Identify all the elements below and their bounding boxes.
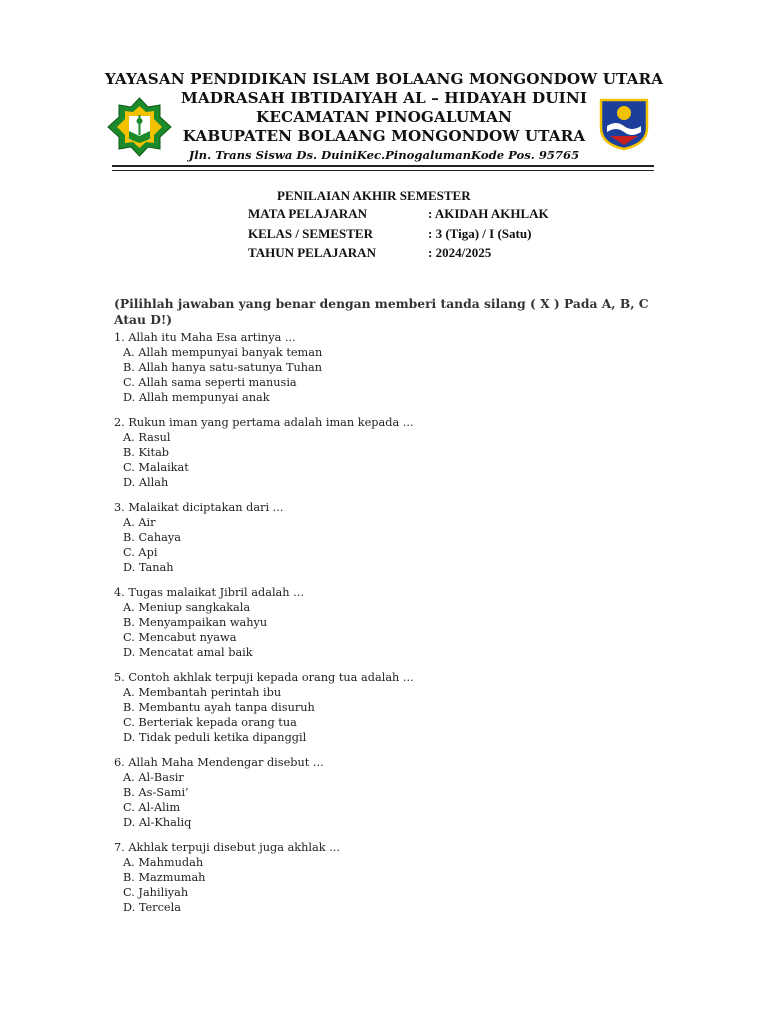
- exam-info-table: [248, 206, 549, 265]
- answer-option-c: C. Api: [123, 546, 158, 559]
- question-stem: 5. Contoh akhlak terpuji kepada orang tua adalah ...: [114, 671, 414, 684]
- question-stem: 7. Akhlak terpuji disebut juga akhlak ...: [114, 841, 340, 854]
- question-item: [114, 840, 674, 915]
- question-item: [114, 500, 674, 575]
- answer-option-b: B. Cahaya: [123, 531, 181, 544]
- answer-option-a: A. Air: [123, 516, 156, 529]
- question-stem: 2. Rukun iman yang pertama adalah iman kepada ...: [114, 416, 414, 429]
- answer-option-a: A. Rasul: [123, 431, 171, 444]
- letterhead-divider-thin: [112, 170, 654, 171]
- question-list: [114, 330, 674, 925]
- question-stem: 1. Allah itu Maha Esa artinya ...: [114, 331, 296, 344]
- answer-option-c: C. Al-Alim: [123, 801, 181, 814]
- answer-option-b: B. As-Sami’: [123, 786, 189, 799]
- info-row-year: [248, 245, 549, 265]
- answer-option-d: D. Tidak peduli ketika dipanggil: [123, 731, 307, 744]
- answer-option-a: A. Mahmudah: [123, 856, 204, 869]
- info-label: TAHUN PELAJARAN: [248, 245, 376, 260]
- answer-option-d: D. Allah: [123, 476, 169, 489]
- question-item: [114, 330, 674, 405]
- answer-option-b: B. Allah hanya satu-satunya Tuhan: [123, 361, 323, 374]
- letterhead-divider-thick: [112, 165, 654, 167]
- question-item: [114, 755, 674, 830]
- instructions: (Pilihlah jawaban yang benar dengan memberi tanda silang ( X ) Pada A, B, C Atau D!): [114, 296, 649, 327]
- question-item: [114, 670, 674, 745]
- letterhead: [0, 70, 768, 164]
- answer-option-b: B. Kitab: [123, 446, 170, 459]
- answer-option-a: A. Membantah perintah ibu: [123, 686, 282, 699]
- district-name: KECAMATAN PINOGALUMAN: [256, 108, 512, 126]
- info-value: : 2024/2025: [428, 245, 492, 260]
- answer-option-c: C. Malaikat: [123, 461, 189, 474]
- exam-title: PENILAIAN AKHIR SEMESTER: [277, 188, 471, 203]
- question-stem: 4. Tugas malaikat Jibril adalah ...: [114, 586, 304, 599]
- answer-option-d: D. Tanah: [123, 561, 174, 574]
- school-name: MADRASAH IBTIDAIYAH AL – HIDAYAH DUINI: [180, 89, 588, 107]
- info-value: : 3 (Tiga) / I (Satu): [428, 225, 532, 241]
- answer-option-b: B. Membantu ayah tanpa disuruh: [123, 701, 315, 714]
- answer-option-c: C. Allah sama seperti manusia: [123, 376, 297, 389]
- answer-option-a: A. Meniup sangkakala: [123, 601, 251, 614]
- info-label: KELAS / SEMESTER: [248, 225, 373, 241]
- answer-option-a: A. Allah mempunyai banyak teman: [123, 346, 323, 359]
- question-stem: 3. Malaikat diciptakan dari ...: [114, 501, 284, 514]
- question-item: [114, 415, 674, 490]
- school-address: Jln. Trans Siswa Ds. DuiniKec.PinogalumanKode Pos. 95765: [188, 148, 580, 162]
- answer-option-d: D. Tercela: [123, 901, 181, 914]
- info-row-class: [248, 226, 549, 246]
- answer-option-a: A. Al-Basir: [123, 771, 184, 784]
- question-item: [114, 585, 674, 660]
- foundation-name: YAYASAN PENDIDIKAN ISLAM BOLAANG MONGONDOW UTARA: [104, 70, 664, 88]
- question-stem: 6. Allah Maha Mendengar disebut ...: [114, 756, 324, 769]
- answer-option-c: C. Jahiliyah: [123, 886, 189, 899]
- answer-option-b: B. Menyampaikan wahyu: [123, 616, 268, 629]
- info-value: : AKIDAH AKHLAK: [428, 206, 549, 221]
- answer-option-d: D. Al-Khaliq: [123, 816, 192, 829]
- answer-option-c: C. Mencabut nyawa: [123, 631, 237, 644]
- answer-option-d: D. Allah mempunyai anak: [123, 391, 270, 404]
- regency-name: KABUPATEN BOLAANG MONGONDOW UTARA: [182, 127, 586, 145]
- answer-option-d: D. Mencatat amal baik: [123, 646, 253, 659]
- answer-option-b: B. Mazmumah: [123, 871, 206, 884]
- info-row-subject: [248, 206, 549, 226]
- info-label: MATA PELAJARAN: [248, 206, 368, 221]
- answer-option-c: C. Berteriak kepada orang tua: [123, 716, 297, 729]
